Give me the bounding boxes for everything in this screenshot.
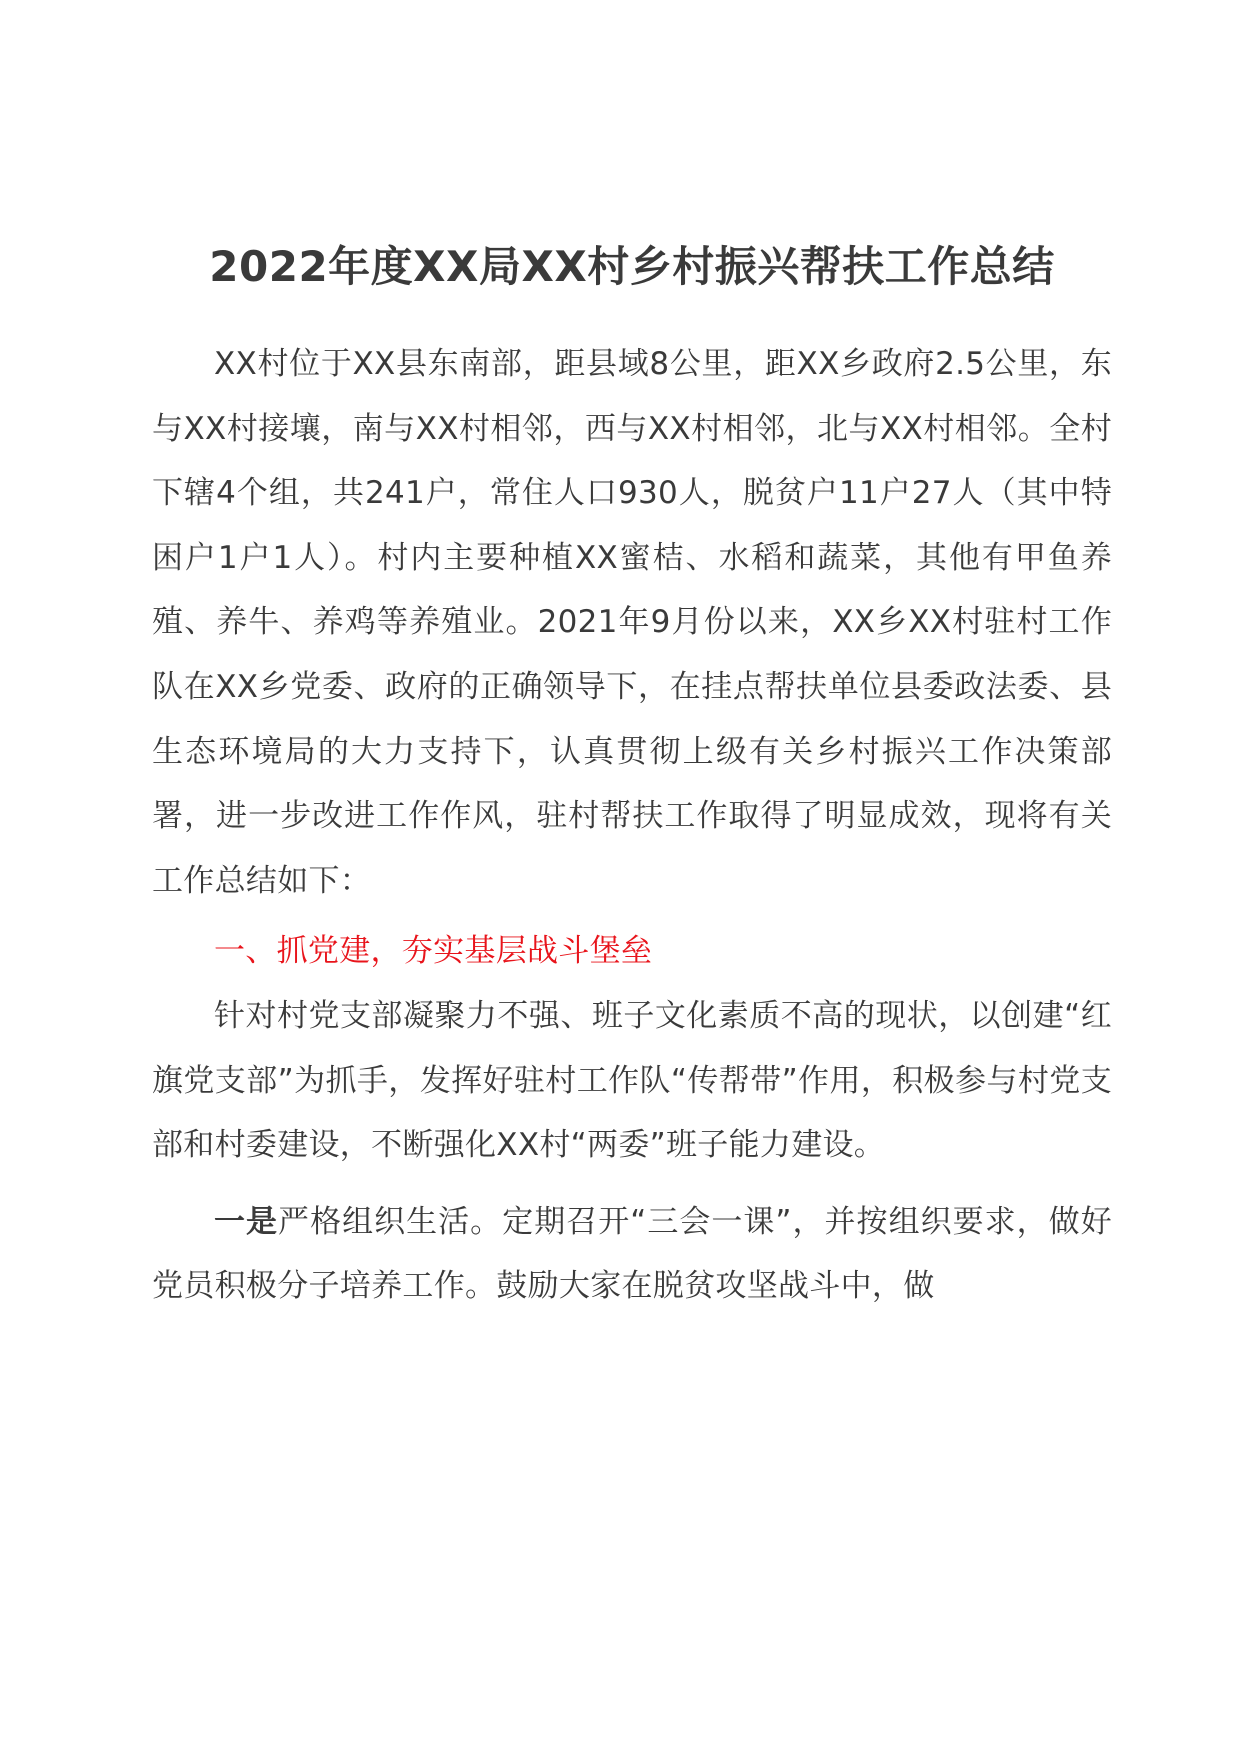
section-heading-party-building: 一、抓党建，夯实基层战斗堡垒 [214,933,653,970]
item-lead: 一是 [214,1203,279,1240]
list-item-first [152,1190,1112,1319]
document-body [152,236,1112,1319]
item-text: 严格组织生活。定期召开“三会一课”，并按组织要求，做好党员积极分子培养工作。鼓励大家在脱贫攻坚战斗中，做 [152,1203,1112,1305]
document-title: 2022年度XX局XX村乡村振兴帮扶工作总结 [209,242,1055,291]
section-paragraph: 针对村党支部凝聚力不强、班子文化素质不高的现状，以创建“红旗党支部”为抓手，发挥好驻村工作队“传帮带”作用，积极参与村党支部和村委建设，不断强化XX村“两委”班子能力建设。 [152,997,1112,1164]
intro-paragraph: XX村位于XX县东南部，距县域8公里，距XX乡政府2.5公里，东与XX村接壤，南与XX村相邻，西与XX村相邻，北与XX村相邻。全村下辖4个组，共241户，常住人口930人，脱贫户11户27人（其中特困户1户1人）。村内主要种植XX蜜桔、水稻和蔬菜，其他有甲鱼养殖、养牛、养鸡等养殖业。2021年9月份以来，XX乡XX村驻村工作队在XX乡党委、政府的正确领导下，在挂点帮扶单位县委政法委、县生态环境局的大力支持下，认真贯彻上级有关乡村振兴工作决策部署，进一步改进工作作风，驻村帮扶工作取得了明显成效，现将有关工作总结如下： [152,346,1112,899]
